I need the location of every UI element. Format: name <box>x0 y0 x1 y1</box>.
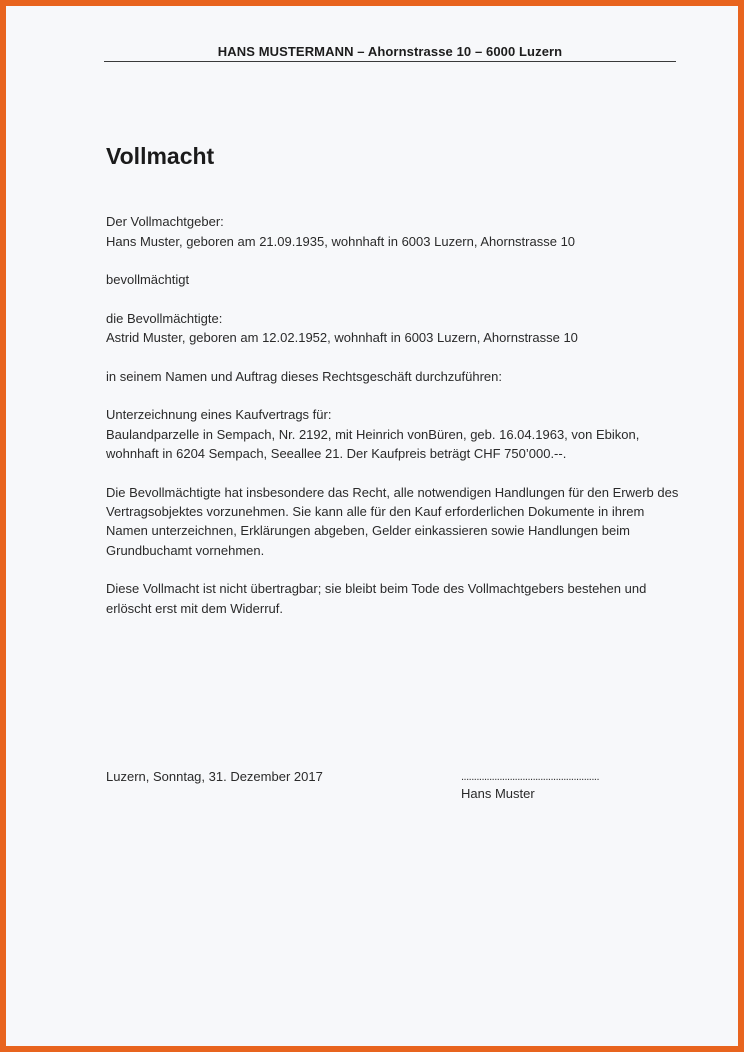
authorizes-text: bevollmächtigt <box>106 272 190 287</box>
document-title: Vollmacht <box>106 143 215 169</box>
attorney-details: Astrid Muster, geboren am 12.02.1952, wohnhaft in 6003 Luzern, Ahornstrasse 10 <box>106 330 578 345</box>
rights-line: Vertragsobjektes vorzunehmen. Sie kann alle für den Kauf erforderlichen Dokumente in ihrem <box>106 504 645 519</box>
grantor-details: Hans Muster, geboren am 21.09.1935, wohnhaft in 6003 Luzern, Ahornstrasse 10 <box>106 234 576 249</box>
signature-line: ...................................................... <box>461 771 600 783</box>
signer-name: Hans Muster <box>461 786 535 801</box>
letterhead: HANS MUSTERMANN – Ahornstrasse 10 – 6000 Luzern <box>217 44 563 59</box>
validity-line: erlöscht erst mit dem Widerruf. <box>106 601 283 616</box>
document-page <box>6 6 738 1046</box>
grantor-label: Der Vollmachtgeber: <box>106 214 224 229</box>
validity-line: Diese Vollmacht ist nicht übertragbar; sie bleibt beim Tode des Vollmachtgebers bestehen und <box>106 581 647 596</box>
rights-line: Die Bevollmächtigte hat insbesondere das Recht, alle notwendigen Handlungen für den Erwerb des <box>106 485 679 500</box>
mandate-text: in seinem Namen und Auftrag dieses Rechtsgeschäft durchzuführen: <box>106 369 503 384</box>
rights-line: Namen unterzeichnen, Erklärungen abgeben, Gelder einkassieren sowie Handlungen beim <box>106 523 630 538</box>
place-date: Luzern, Sonntag, 31. Dezember 2017 <box>106 769 323 784</box>
attorney-label: die Bevollmächtigte: <box>106 311 223 326</box>
header-divider <box>104 61 676 62</box>
transaction-line: Unterzeichnung eines Kaufvertrags für: <box>106 407 332 422</box>
rights-line: Grundbuchamt vornehmen. <box>106 543 265 558</box>
transaction-line: wohnhaft in 6204 Sempach, Seeallee 21. Der Kaufpreis beträgt CHF 750’000.--. <box>106 446 567 461</box>
transaction-line: Baulandparzelle in Sempach, Nr. 2192, mit Heinrich vonBüren, geb. 16.04.1963, von Ebikon, <box>106 427 640 442</box>
